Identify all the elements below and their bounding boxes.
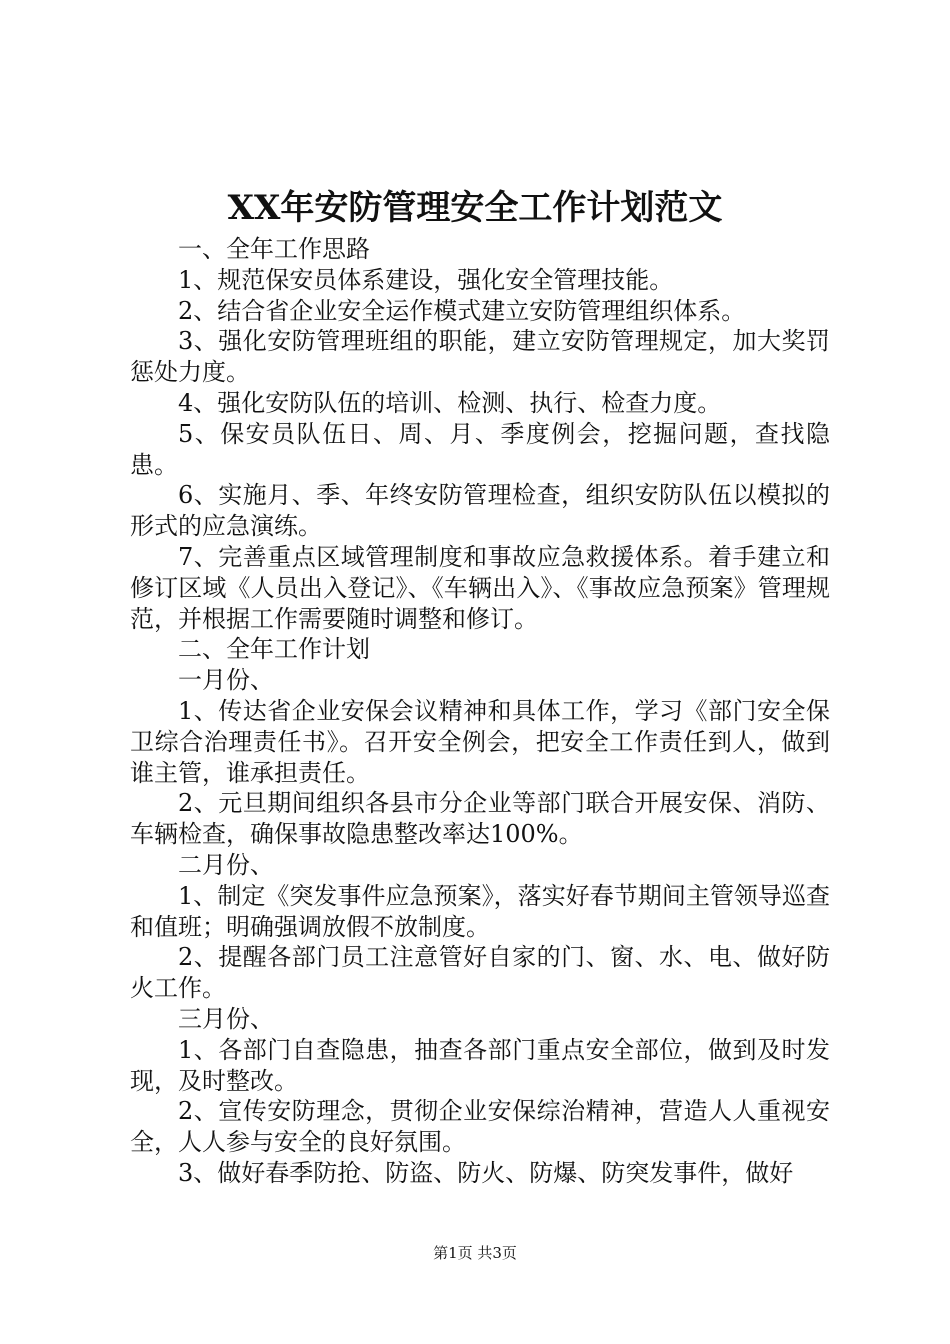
- paragraph: 1、各部门自查隐患，抽查各部门重点安全部位，做到及时发现，及时整改。: [130, 1035, 830, 1095]
- paragraph: 3、做好春季防抢、防盗、防火、防爆、防突发事件，做好: [178, 1158, 794, 1187]
- paragraph: 三月份、: [178, 1004, 274, 1033]
- paragraph: 6、实施月、季、年终安防管理检查，组织安防队伍以模拟的形式的应急演练。: [130, 481, 830, 541]
- paragraph: 2、结合省企业安全运作模式建立安防管理组织体系。: [178, 296, 746, 325]
- paragraph: 7、完善重点区域管理制度和事故应急救援体系。着手建立和修订区域《人员出入登记》、《车辆出入》、《事故应急预案》管理规范，并根据工作需要随时调整和修订。: [130, 542, 830, 633]
- paragraph: 2、提醒各部门员工注意管好自家的门、窗、水、电、做好防火工作。: [130, 943, 830, 1003]
- document-body: [130, 234, 830, 1189]
- paragraph: 3、强化安防管理班组的职能，建立安防管理规定，加大奖罚惩处力度。: [130, 327, 830, 387]
- paragraph: 4、强化安防队伍的培训、检测、执行、检查力度。: [178, 388, 722, 417]
- paragraph: 一月份、: [178, 666, 274, 695]
- page-footer: 第1页 共3页: [433, 1244, 517, 1262]
- paragraph: 二、全年工作计划: [178, 635, 370, 664]
- paragraph: 1、制定《突发事件应急预案》，落实好春节期间主管领导巡查和值班；明确强调放假不放制度。: [130, 881, 830, 941]
- document-title: XX年安防管理安全工作计划范文: [227, 188, 723, 228]
- paragraph: 二月份、: [178, 850, 274, 879]
- paragraph: 一、全年工作思路: [178, 235, 370, 263]
- paragraph: 1、规范保安员体系建设，强化安全管理技能。: [178, 265, 674, 294]
- paragraph: 2、宣传安防理念，贯彻企业安保综治精神，营造人人重视安全，人人参与安全的良好氛围。: [130, 1097, 830, 1157]
- paragraph: 2、元旦期间组织各县市分企业等部门联合开展安保、消防、车辆检查，确保事故隐患整改率达100%。: [130, 789, 830, 849]
- paragraph: 5、保安员队伍日、周、月、季度例会，挖掘问题，查找隐患。: [130, 419, 830, 479]
- paragraph: 1、传达省企业安保会议精神和具体工作，学习《部门安全保卫综合治理责任书》。召开安全例会，把安全工作责任到人，做到谁主管，谁承担责任。: [130, 696, 830, 787]
